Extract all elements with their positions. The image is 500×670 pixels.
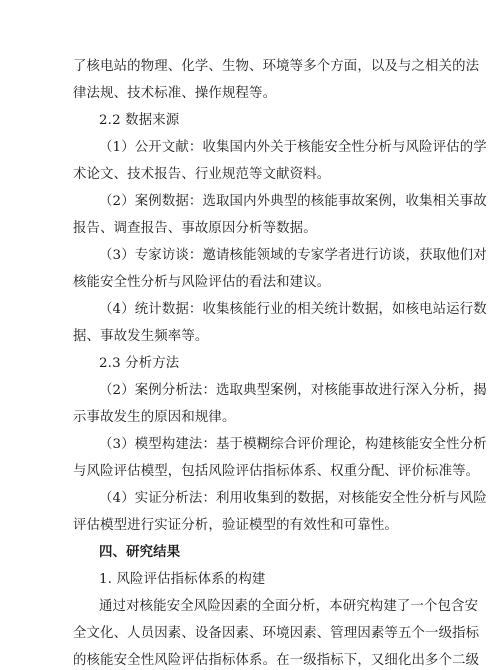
- list-item-line: （4）实证分析法：利用收集到的数据，对核能安全性分析与风险: [99, 491, 487, 506]
- list-item-line: 据、事故发生频率等。: [73, 329, 209, 344]
- list-item-line: 报告、调查报告、事故原因分析等数据。: [73, 221, 317, 236]
- paragraph-line: 全文化、人员因素、设备因素、环境因素、管理因素等五个一级指标: [73, 626, 480, 641]
- paragraph-line: 的核能安全性风险评估指标体系。在一级指标下，又细化出多个二级: [73, 653, 480, 668]
- list-item-line: （4）统计数据：收集核能行业的相关统计数据，如核电站运行数: [99, 302, 487, 317]
- subsection-heading-1: 1. 风险评估指标体系的构建: [99, 572, 266, 587]
- paragraph-line: 了核电站的物理、化学、生物、环境等多个方面，以及与之相关的法: [73, 59, 480, 74]
- list-item-line: 与风险评估模型，包括风险评估指标体系、权重分配、评价标准等。: [73, 464, 480, 479]
- list-item-line: 示事故发生的原因和规律。: [73, 410, 236, 425]
- paragraph-line: 通过对核能安全风险因素的全面分析，本研究构建了一个包含安: [99, 599, 479, 614]
- list-item-line: 核能安全性分析与风险评估的看法和建议。: [73, 275, 331, 290]
- list-item-line: （3）专家访谈：邀请核能领域的专家学者进行访谈，获取他们对: [99, 248, 487, 263]
- list-item-line: 术论文、技术报告、行业规范等文献资料。: [73, 167, 331, 182]
- chapter-heading-4: 四、研究结果: [99, 545, 181, 560]
- section-heading-2-2: 2.2 数据来源: [99, 113, 180, 128]
- list-item-line: （2）案例数据：选取国内外典型的核能事故案例，收集相关事故: [99, 194, 487, 209]
- list-item-line: （2）案例分析法：选取典型案例，对核能事故进行深入分析，揭: [99, 383, 487, 398]
- list-item-line: （1）公开文献：收集国内外关于核能安全性分析与风险评估的学: [99, 140, 487, 155]
- list-item-line: （3）模型构建法：基于模糊综合评价理论，构建核能安全性分析: [99, 437, 487, 452]
- paragraph-line: 律法规、技术标准、操作规程等。: [73, 86, 277, 101]
- section-heading-2-3: 2.3 分析方法: [99, 356, 180, 371]
- list-item-line: 评估模型进行实证分析，验证模型的有效性和可靠性。: [73, 518, 398, 533]
